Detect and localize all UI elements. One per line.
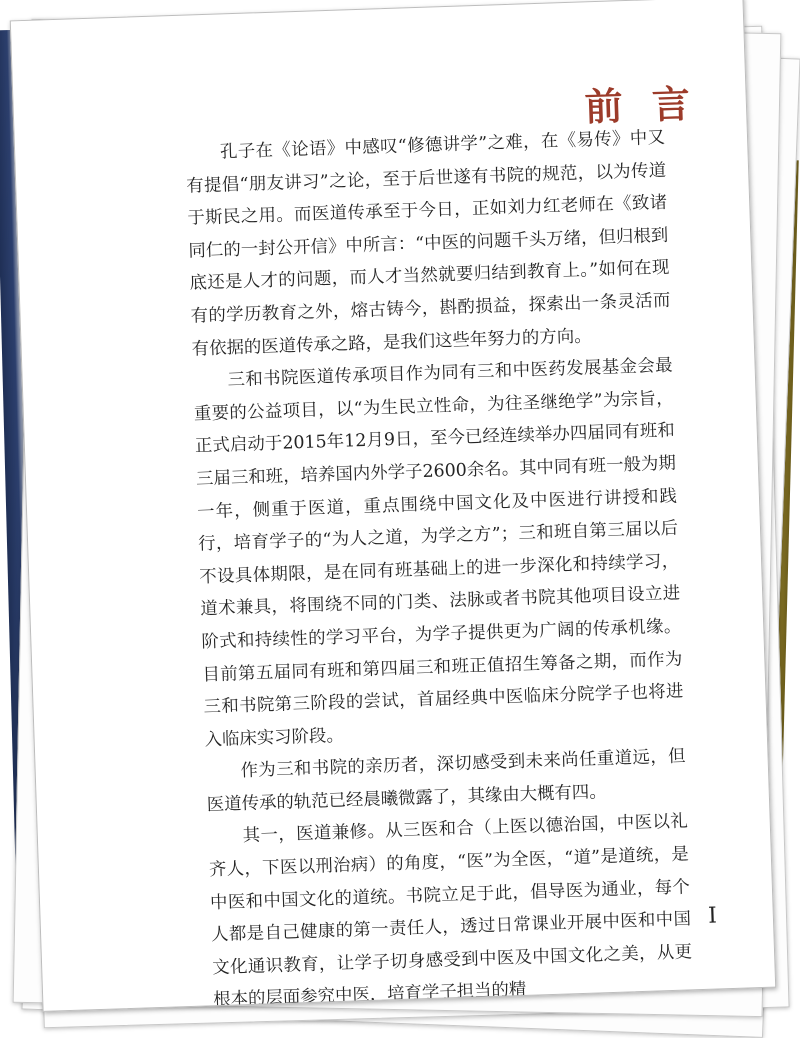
paragraph: 三和书院医道传承项目作为同有三和中医药发展基金会最重要的公益项目，以“为生民立性命，为往圣继绝学”为宗旨，正式启动于2015年12月9日，至今已经连续举办四届同有班和三届三和班，培养国内外学子2600余名。其中同有班一般为期一年，侧重于医道，重点围绕中国文化及中医进行讲授和践行，培育学子的“为人之道，为学之方”；三和班自第三届以后不设具体期限，是在同有班基础上的进一步深化和持续学习，道术兼具，将围绕不同的门类、法脉或者书院其他项目设立进阶式和持续性的学习平台，为学子提供更为广阔的传承机缘。目前第五届同有班和第四届三和班正值招生筹备之期，而作为三和书院第三阶段的尝试，首届经典中医临床分院学子也将进入临床实习阶段。 xyxy=(193,355,684,751)
paragraph: 孔子在《论语》中感叹“修德讲学”之难，在《易传》中又有提倡“朋友讲习”之论，至于后世遂有书院的规范，以为传道于斯民之用。而医道传承至于今日，正如刘力红老师在《致诸同仁的一封公开信》中所言：“中医的问题千头万绪，但归根到底还是人才的问题，而人才当然就要归结到教育上。”如何在现有的学历教育之外，熔古铸今，斟酌损益，探索出一条灵活而有依据的医道传承之路，是我们这些年努力的方向。 xyxy=(186,127,671,360)
page-title: 前 言 xyxy=(583,80,699,130)
paragraph: 作为三和书院的亲历者，深切感受到未来尚任重道远，但医道传承的轨范已经晨曦微露了，其缘由大概有四。 xyxy=(206,746,686,816)
document-page xyxy=(10,0,776,1012)
preface-body xyxy=(185,122,694,1012)
page-number: I xyxy=(707,903,718,929)
paragraph: 其一，医道兼修。从三医和合（上医以德治国，中医以礼齐人，下医以刑治病）的角度，“医”为全医，“道”是道统，是中医和中国文化的道统。书院立足于此，倡导医为通业，每个人都是自己健康的第一责任人，透过日常课业开展中医和中国文化通识教育，让学子切身感受到中医及中国文化之美，从更根本的层面参究中医，培育学子担当的精 xyxy=(208,811,693,1011)
